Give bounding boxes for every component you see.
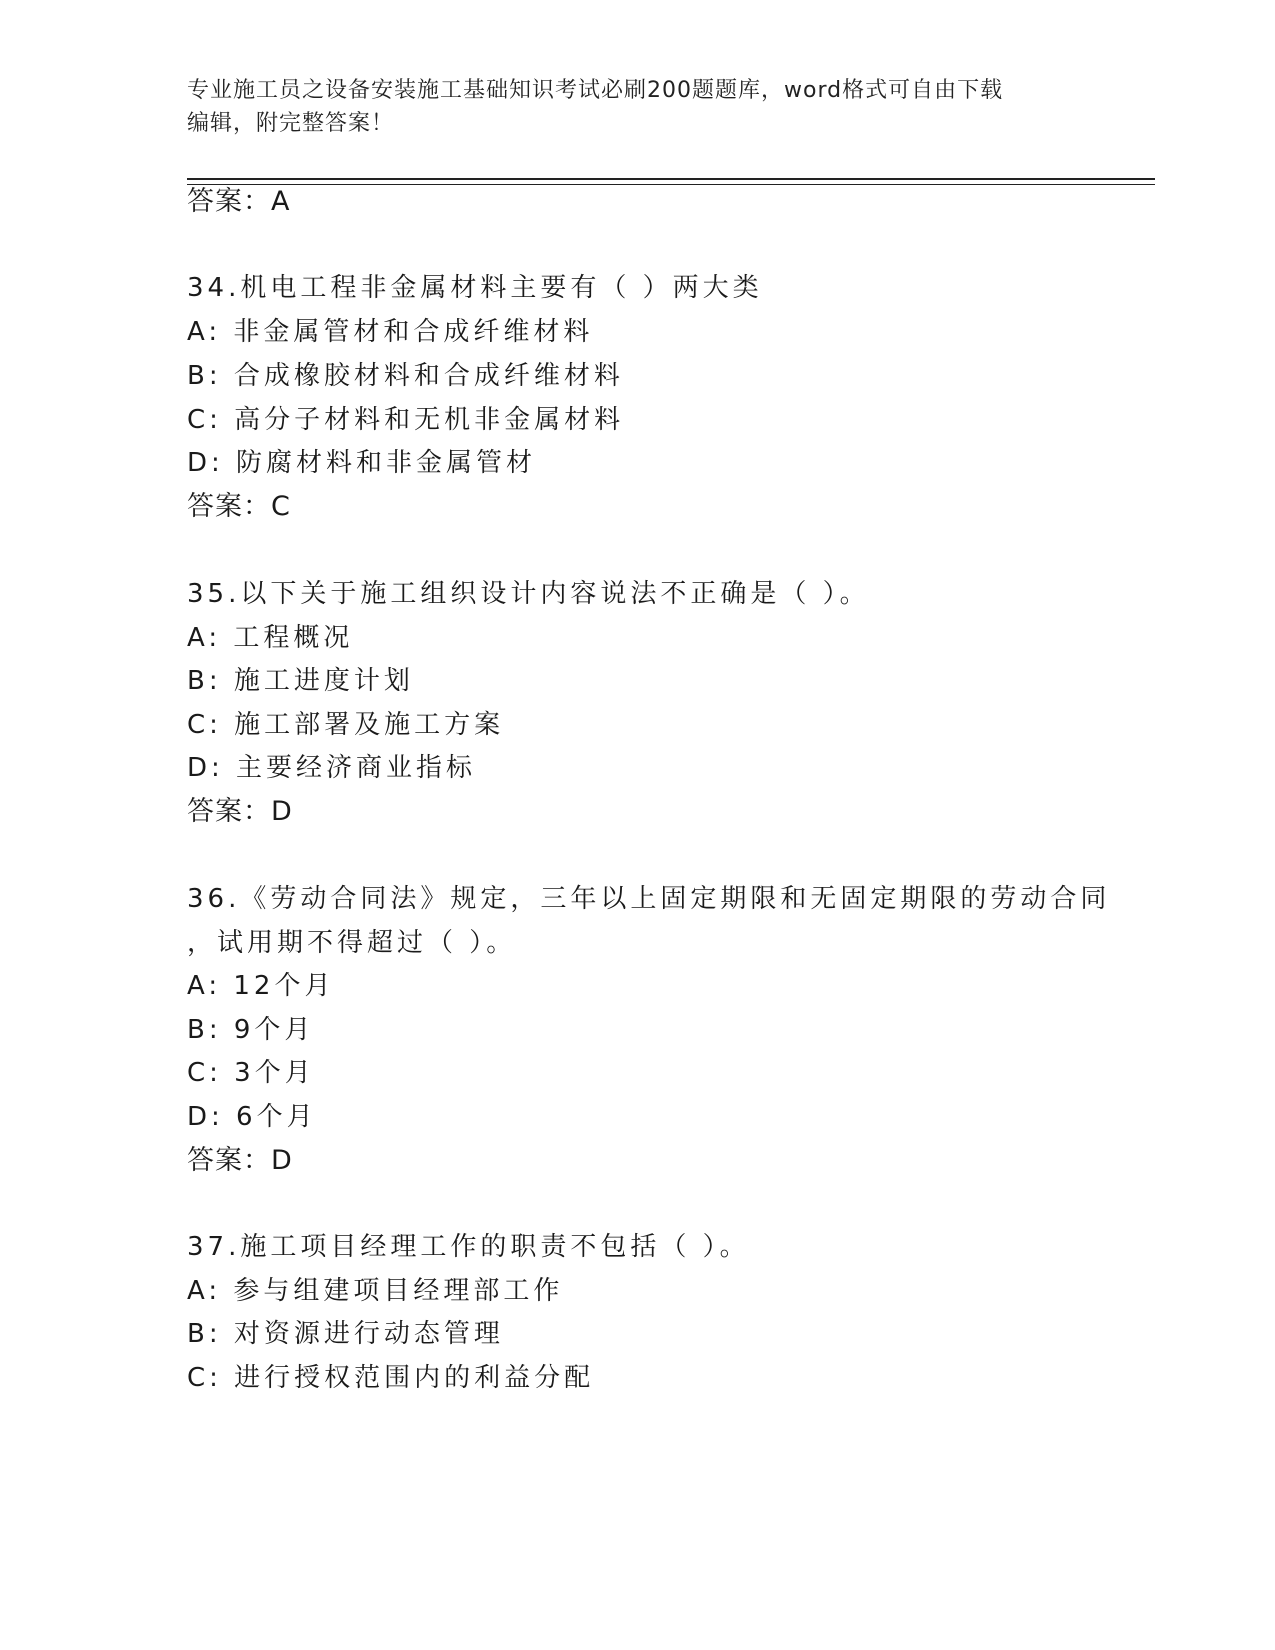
option-b: B: 9个月 [187,1015,315,1045]
question-stem: 37.施工项目经理工作的职责不包括（ ）。 [187,1232,750,1262]
option-d: D: 防腐材料和非金属管材 [187,448,537,478]
header-title-line2: 编辑，附完整答案！ [187,111,395,136]
option-d: D: 主要经济商业指标 [187,753,477,783]
header-title-line1: 专业施工员之设备安装施工基础知识考试必刷200题题库，word格式可自由下载 [187,78,1004,103]
option-a: A: 工程概况 [187,623,354,653]
option-b: B: 合成橡胶材料和合成纤维材料 [187,361,624,391]
option-c: C: 3个月 [187,1058,315,1088]
option-a: A: 12个月 [187,971,335,1001]
document-header [187,74,1087,140]
option-a: A: 参与组建项目经理部工作 [187,1276,564,1306]
header-rule-thick [187,178,1155,180]
answer-line: 答案：A [187,186,291,217]
option-b: B: 对资源进行动态管理 [187,1319,504,1349]
option-d: D: 6个月 [187,1102,317,1132]
option-a: A: 非金属管材和合成纤维材料 [187,317,594,347]
answer-line: 答案：C [187,491,291,522]
option-c: C: 高分子材料和无机非金属材料 [187,405,625,435]
option-c: C: 进行授权范围内的利益分配 [187,1363,595,1393]
question-stem: 35.以下关于施工组织设计内容说法不正确是（ ）。 [187,579,870,609]
question-stem-line2: ，试用期不得超过（ ）。 [187,928,517,958]
question-stem-line1: 36.《劳动合同法》规定，三年以上固定期限和无固定期限的劳动合同 [187,884,1111,914]
option-b: B: 施工进度计划 [187,666,414,696]
header-rule-thin [187,184,1155,185]
answer-line: 答案：D [187,796,293,827]
option-c: C: 施工部署及施工方案 [187,710,505,740]
question-stem: 34.机电工程非金属材料主要有（ ）两大类 [187,273,763,303]
answer-line: 答案：D [187,1145,293,1176]
